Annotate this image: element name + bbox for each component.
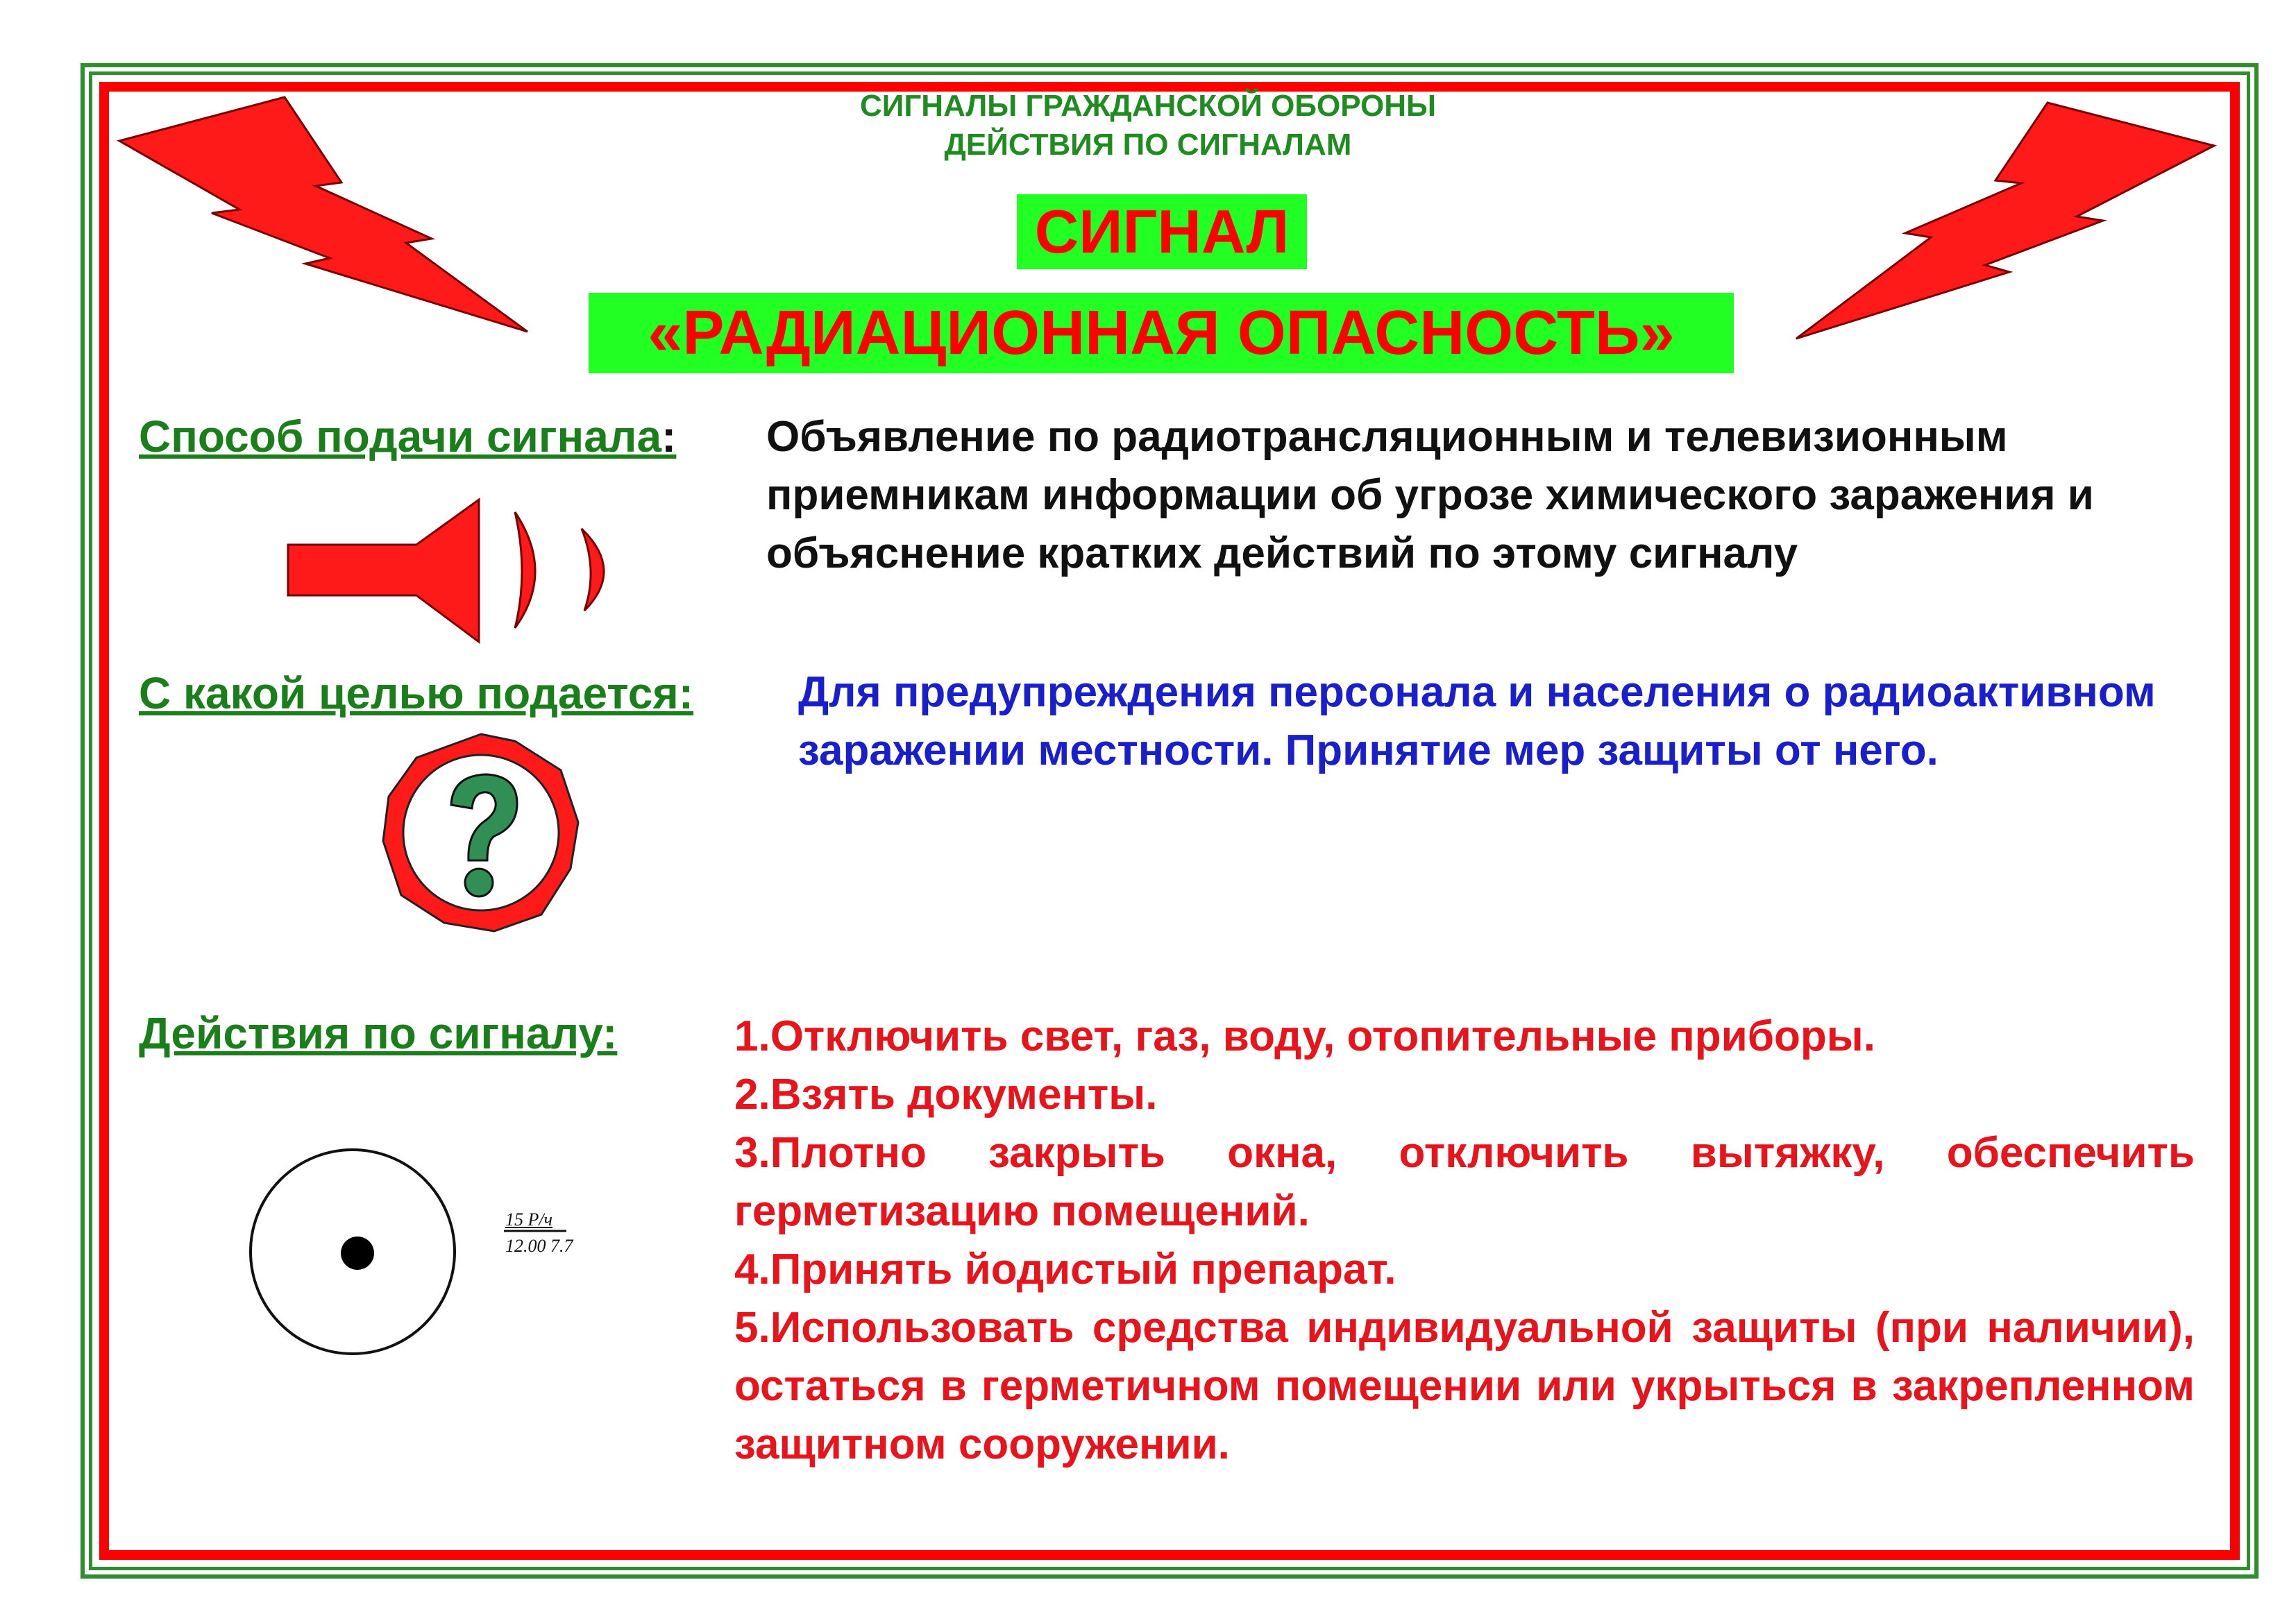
purpose-text: Для предупреждения персонала и населения о радиоактивном заражении местности. Принятие мер защиты от него. <box>798 668 2156 774</box>
action-item-4: 4.Принять йодистый препарат. <box>734 1246 1396 1293</box>
signal-word-badge: СИГНАЛ <box>1017 194 1307 269</box>
header-line-1: СИГНАЛЫ ГРАЖДАНСКОЙ ОБОРОНЫ <box>859 89 1437 123</box>
dose-time-label: 12.00 7.7 <box>505 1236 573 1256</box>
purpose-label: С какой целью подается: <box>139 668 694 718</box>
actions-label: Действия по сигналу: <box>139 1008 618 1058</box>
method-label-colon: : <box>661 411 677 461</box>
signal-name-badge: «РАДИАЦИОННАЯ ОПАСНОСТЬ» <box>589 293 1734 373</box>
action-item-1: 1.Отключить свет, газ, воду, отопительные приборы. <box>734 1012 1875 1060</box>
action-item-2: 2.Взять документы. <box>734 1071 1158 1119</box>
action-item-5: 5.Использовать средства индивидуальной защиты (при наличии), остаться в герметичном помещении или укрыться в закрепленном защитном сооружении. <box>734 1304 2195 1468</box>
method-label: Способ подачи сигнала: <box>139 411 677 461</box>
method-text-content: Объявление по радиотрансляционным и телевизионным приемникам информации об угрозе химического заражения и объяснение кратких действий по этому сигналу <box>766 413 2094 577</box>
action-item-3: 3.Плотно закрыть окна, отключить вытяжку, обеспечить герметизацию помещений. <box>734 1129 2195 1235</box>
header-line-2: ДЕЙСТВИЯ ПО СИГНАЛАМ <box>944 128 1352 162</box>
dose-rate-label: 15 Р/ч <box>505 1209 553 1230</box>
